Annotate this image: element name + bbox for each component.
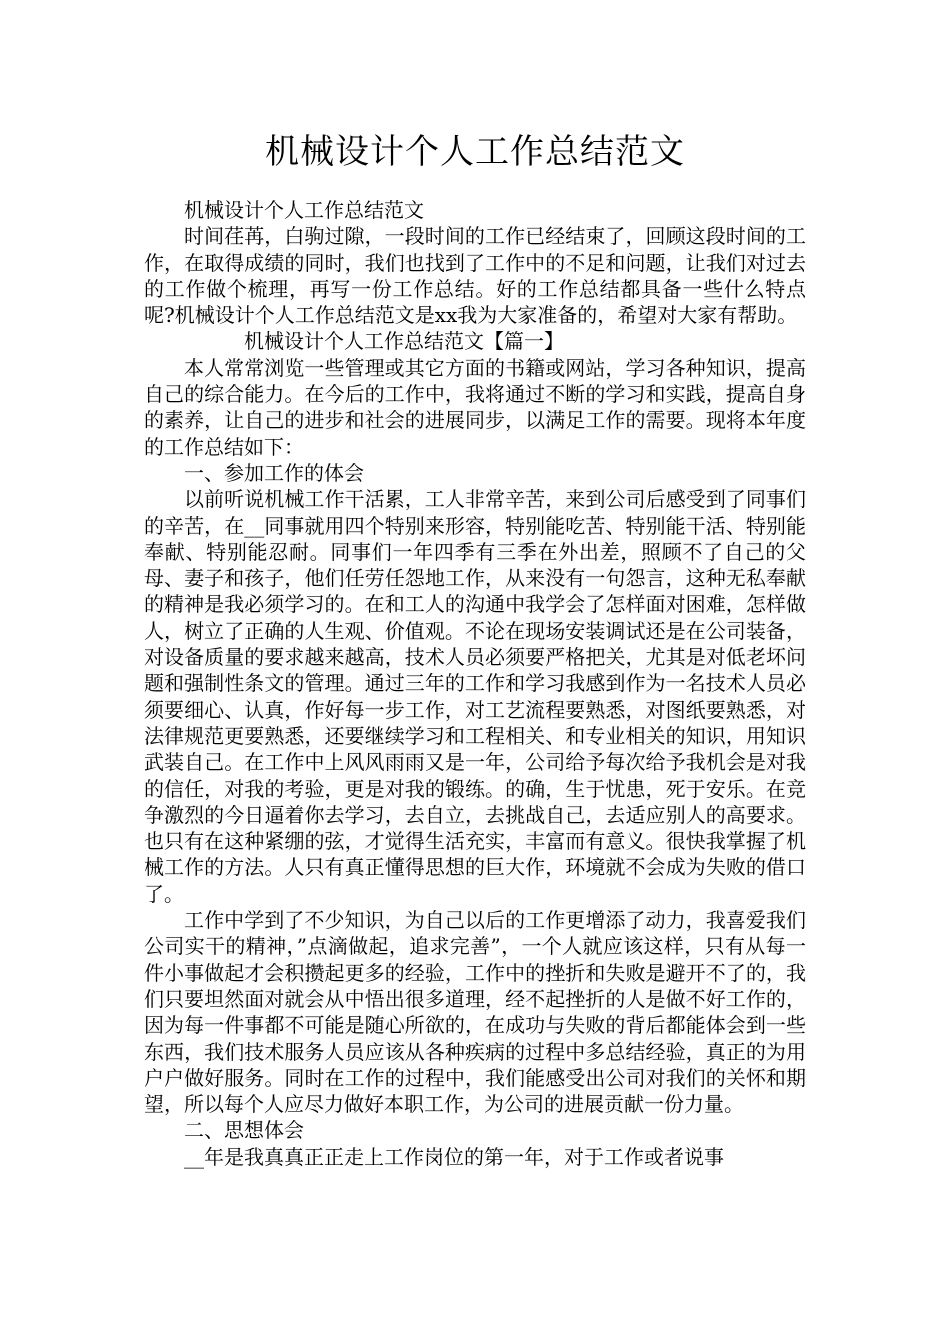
section-heading: 二、思想体会 <box>184 1118 304 1143</box>
body-paragraph: 工作中学到了不少知识，为自己以后的工作更增添了动力，我喜爱我们公司实干的精神，”点滴做起，追求完善”，一个人就应该这样，只有从每一件小事做起才会积攒起更多的经验，工作中的挫折和失败是避开不了的，我们只要坦然面对就会从中悟出很多道理，经不起挫折的人是做不好工作的，因为每一件事都不可能是随心所欲的，在成功与失败的背后都能体会到一些东西，我们技术服务人员应该从各种疾病的过程中多总结经验，真正的为用户户做好服务。同时在工作的过程中，我们能感受出公司对我们的关怀和期望，所以每个人应尽力做好本职工作，为公司的进展贡献一份力量。 <box>144 908 806 1117</box>
document-body <box>144 197 806 1170</box>
body-paragraph: __年是我真真正正走上工作岗位的第一年，对于工作或者说事 <box>184 1144 724 1169</box>
section-heading-part-one: 机械设计个人工作总结范文【篇一】 <box>244 329 564 354</box>
body-paragraph: 本人常常浏览一些管理或其它方面的书籍或网站，学习各种知识，提高自己的综合能力。在今后的工作中，我将通过不断的学习和实践，提高自身的素养，让自己的进步和社会的进展同步，以满足工作的需要。现将本年度的工作总结如下： <box>144 355 806 459</box>
intro-paragraph: 时间荏苒，白驹过隙，一段时间的工作已经结束了，回顾这段时间的工作，在取得成绩的同时，我们也找到了工作中的不足和问题，让我们对过去的工作做个梳理，再写一份工作总结。好的工作总结都具备一些什么特点呢?机械设计个人工作总结范文是xx我为大家准备的，希望对大家有帮助。 <box>144 224 806 328</box>
document-title: 机械设计个人工作总结范文 <box>265 132 685 172</box>
subtitle-line: 机械设计个人工作总结范文 <box>184 198 424 222</box>
body-paragraph: 以前听说机械工作干活累，工人非常辛苦，来到公司后感受到了同事们的辛苦，在__同事就用四个特别来形容，特别能吃苦、特别能干活、特别能奉献、特别能忍耐。同事们一年四季有三季在外出差，照顾不了自己的父母、妻子和孩子，他们任劳任怨地工作，从来没有一句怨言，这种无私奉献的精神是我必须学习的。在和工人的沟通中我学会了怎样面对困难，怎样做人，树立了正确的人生观、价值观。不论在现场安装调试还是在公司装备，对设备质量的要求越来越高，技术人员必须要严格把关，尤其是对低老坏问题和强制性条文的管理。通过三年的工作和学习我感到作为一名技术人员必须要细心、认真，作好每一步工作，对工艺流程要熟悉，对图纸要熟悉，对法律规范更要熟悉，还要继续学习和工程相关、和专业相关的知识，用知识武装自己。在工作中上风风雨雨又是一年，公司给予每次给予我机会是对我的信任，对我的考验，更是对我的锻练。的确，生于忧患，死于安乐。在竞争激烈的今日逼着你去学习，去自立，去挑战自己，去适应别人的高要求。也只有在这种紧绷的弦，才觉得生活充实，丰富而有意义。很快我掌握了机械工作的方法。人只有真正懂得思想的巨大作，环境就不会成为失败的借口了。 <box>144 487 806 906</box>
section-heading: 一、参加工作的体会 <box>184 460 364 485</box>
